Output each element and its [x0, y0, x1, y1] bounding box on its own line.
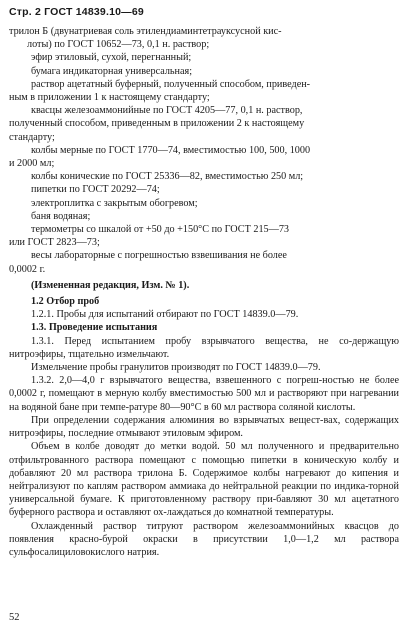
page-number: 52: [9, 612, 20, 623]
paragraph: Охлажденный раствор титруют раствором железоаммонийных квасцов до появления красно-бурой окраски в присутствии 1,0—1,2 мл раствора сульфосалициловокислого натрия.: [9, 520, 399, 558]
paragraph: 1.2.1. Пробы для испытаний отбирают по ГОСТ 14839.0—79.: [31, 309, 299, 321]
text-line: бумага индикаторная универсальная;: [31, 65, 193, 77]
section-heading-testing: 1.3. Проведение испытания: [31, 322, 158, 334]
edition-note: (Измененная редакция, Изм. № 1).: [31, 279, 190, 291]
document-body: [9, 25, 399, 559]
text-line: баня водяная;: [31, 210, 91, 222]
text-line: термометры со шкалой от +50 до +150°С по ГОСТ 215—73: [31, 224, 290, 236]
text-line: колбы конические по ГОСТ 25336—82, вместимостью 250 мл;: [31, 171, 304, 183]
paragraph: 1.3.2. 2,0—4,0 г взрывчатого вещества, взвешенного с погреш-ностью не более 0,0002 г, помещают в мерную колбу вместимостью 500 мл и растворяют при нагревании на водяной бане при темпе-ратуре 80—90°С в 60 мл раствора соляной кислоты.: [9, 375, 399, 413]
text-line: стандарту;: [9, 131, 55, 143]
text-line: лоты) по ГОСТ 10652—73, 0,1 н. раствор;: [27, 39, 210, 51]
text-line: или ГОСТ 2823—73;: [9, 237, 100, 249]
text-line: ным в приложении 1 к настоящему стандарту;: [9, 92, 210, 104]
text-line: весы лабораторные с погрешностью взвешивания не более: [31, 250, 287, 262]
text-line: колбы мерные по ГОСТ 1770—74, вместимостью 100, 500, 1000: [31, 144, 311, 156]
text-line: и 2000 мл;: [9, 158, 55, 170]
text-line: эфир этиловый, сухой, перегнанный;: [31, 52, 192, 64]
paragraph: При определении содержания алюминия во взрывчатых вещест-вах, содержащих нитроэфиры, последние отмывают этиловым эфиром.: [9, 414, 399, 440]
paragraph: Измельчение пробы гранулитов производят по ГОСТ 14839.0—79.: [31, 362, 321, 374]
text-line: трилон Б (двунатриевая соль этилендиаминтетрауксусной кис-: [9, 26, 282, 37]
text-line: 0,0002 г.: [9, 263, 46, 275]
text-line: квасцы железоаммонийные по ГОСТ 4205—77, 0,1 н. раствор,: [31, 105, 303, 117]
text-line: полученный способом, приведенным в приложении 2 к настоящему: [9, 118, 305, 130]
paragraph: Объем в колбе доводят до метки водой. 50 мл полученного и предварительно отфильтрованного раствора помещают с помощью пипетки в коническую колбу и добавляют 20 мл раствора трилона Б. Содержимое колбы нагревают до кипения и нейтрализуют по каплям раствором аммиака до нейтральной реакции по индика-торной универсальной бумаге. К приготовленному раствору при-бавляют 30 мл ацетатного буферного раствора и оставляют ох-лаждаться до комнатной температуры.: [9, 441, 399, 519]
page-header: Стр. 2 ГОСТ 14839.10—69: [9, 6, 144, 18]
text-line: пипетки по ГОСТ 20292—74;: [31, 184, 160, 196]
section-heading-sampling: 1.2 Отбор проб: [31, 296, 100, 308]
text-line: раствор ацетатный буферный, полученный способом, приведен-: [31, 78, 311, 90]
text-line: электроплитка с закрытым обогревом;: [31, 197, 198, 209]
paragraph: 1.3.1. Перед испытанием пробу взрывчатого вещества, не со-держащую нитроэфиры, тщательно измельчают.: [9, 335, 399, 360]
